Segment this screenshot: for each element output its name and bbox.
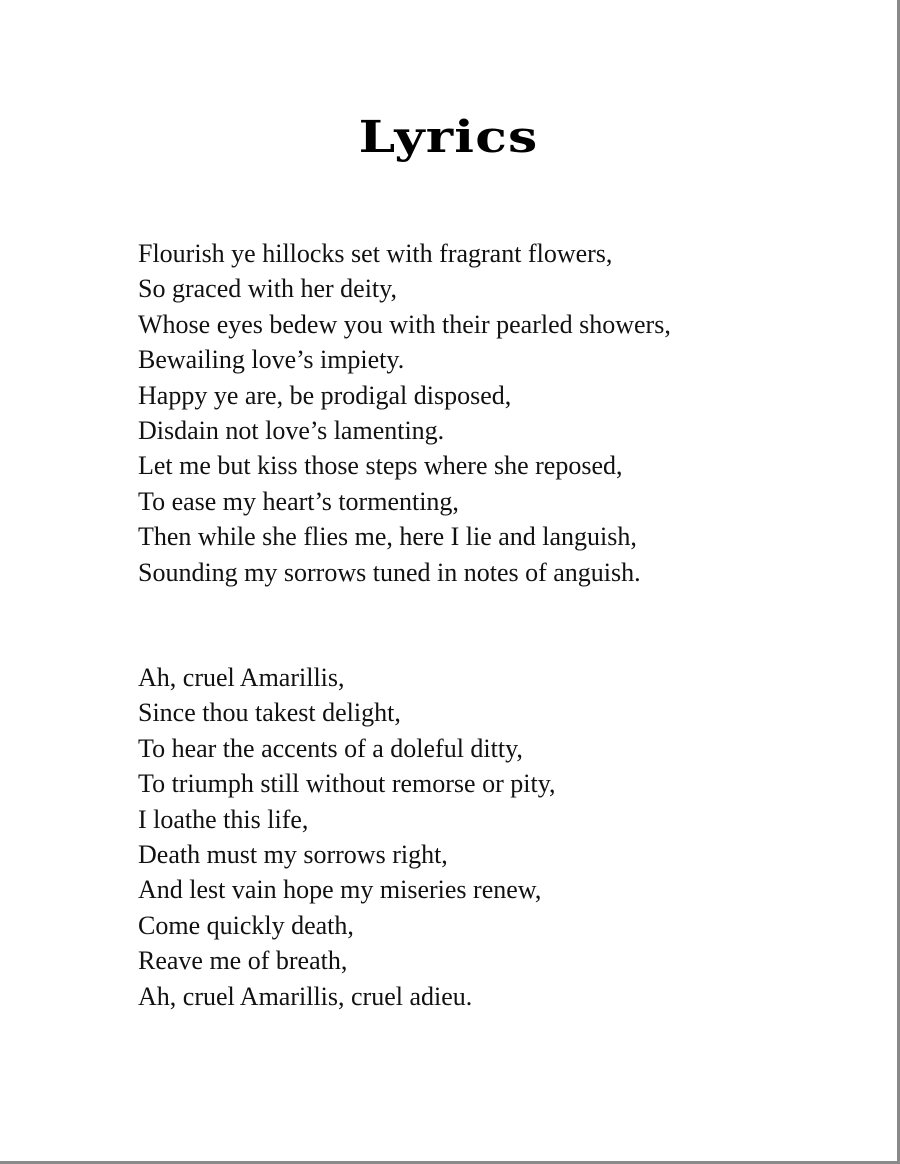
lyric-line: Happy ye are, be prodigal disposed, <box>138 380 512 410</box>
stanza-2 <box>138 660 556 1014</box>
lyric-line: Flourish ye hillocks set with fragrant flowers, <box>138 239 613 268</box>
lyric-line: I loathe this life, <box>138 804 309 834</box>
stanza-1 <box>138 236 671 590</box>
lyric-line: Let me but kiss those steps where she reposed, <box>138 451 623 481</box>
lyric-line: Ah, cruel Amarillis, <box>138 663 345 692</box>
page-title: Lyrics <box>358 112 539 163</box>
lyric-line: Reave me of breath, <box>138 946 348 976</box>
lyric-line: Since thou takest delight, <box>138 698 401 728</box>
lyric-line: Whose eyes bedew you with their pearled showers, <box>138 309 671 339</box>
lyric-line: Sounding my sorrows tuned in notes of anguish. <box>138 557 641 587</box>
lyric-line: To hear the accents of a doleful ditty, <box>138 733 523 763</box>
lyric-line: Bewailing love’s impiety. <box>138 345 405 375</box>
lyric-line: To triumph still without remorse or pity, <box>138 769 556 799</box>
lyric-line: So graced with her deity, <box>138 274 397 304</box>
lyric-line: Ah, cruel Amarillis, cruel adieu. <box>138 981 473 1011</box>
lyric-line: Death must my sorrows right, <box>138 840 448 870</box>
lyric-line: To ease my heart’s tormenting, <box>138 486 459 516</box>
lyric-line: Then while she flies me, here I lie and languish, <box>138 522 637 552</box>
lyric-line: Come quickly death, <box>138 910 354 940</box>
lyric-line: And lest vain hope my miseries renew, <box>138 875 542 905</box>
lyric-line: Disdain not love’s lamenting. <box>138 416 445 446</box>
